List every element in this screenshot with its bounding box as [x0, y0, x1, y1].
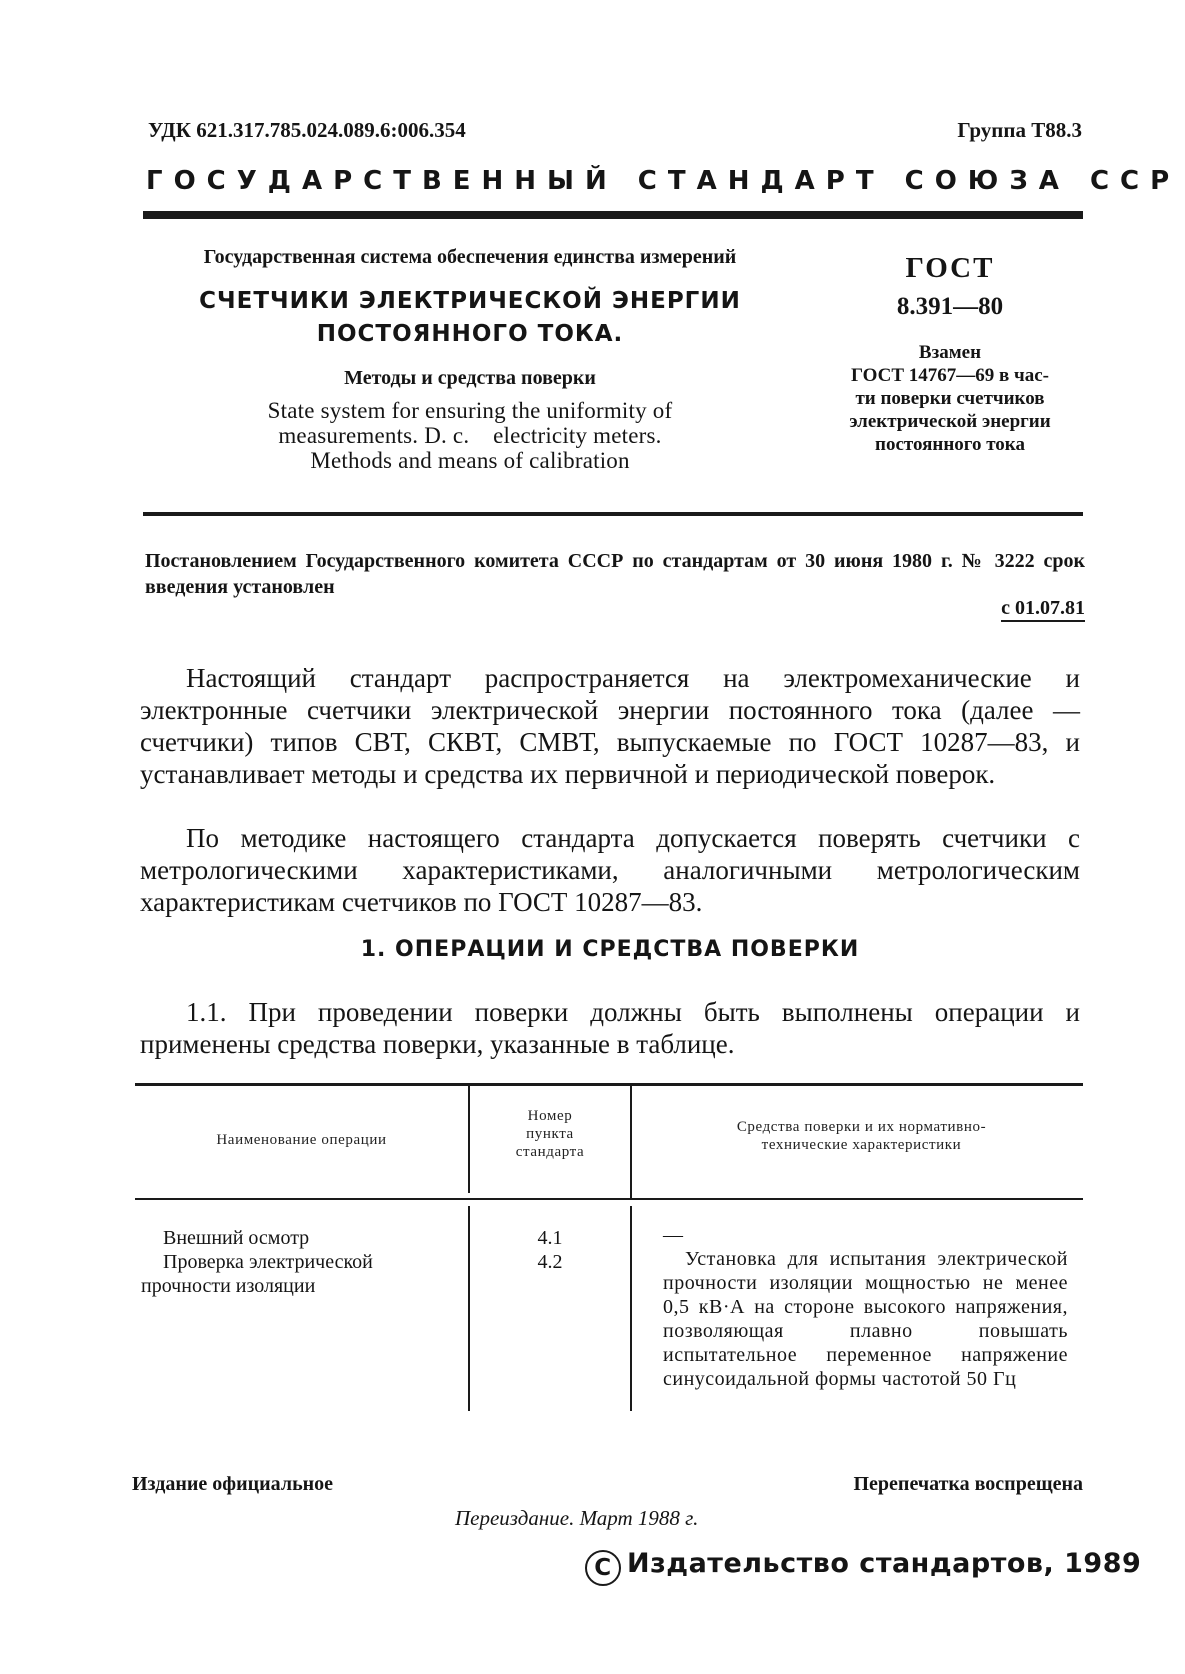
english-title-line: measurements. D. c. electricity meters.	[278, 423, 662, 448]
table-header-clause-line: стандарта	[515, 1144, 585, 1160]
replaces-line: электрической энергии	[849, 411, 1051, 432]
system-title: Государственная система обеспечения единства измерений	[203, 246, 737, 268]
resolution-text: Постановлением Государственного комитета СССР по стандартам от 30 июня 1980 г. № 3222 срок введения установлен	[145, 550, 1085, 598]
table-header-clause-line: пункта	[526, 1126, 574, 1142]
replaces-line: постоянного тока	[875, 434, 1025, 455]
footer-reissue: Переиздание. Март 1988 г.	[455, 1506, 699, 1530]
replaces-line: ГОСТ 14767—69 в час-	[850, 365, 1049, 386]
table-header-means	[640, 1118, 1083, 1154]
english-title-line: Methods and means of calibration	[310, 448, 630, 473]
table-header-means-line: Средства поверки и их нормативно-	[736, 1119, 987, 1135]
table-top-rule	[135, 1083, 1083, 1086]
table-cell-means: —	[663, 1224, 684, 1246]
table-header-clause-line: Номер	[527, 1108, 573, 1124]
column-divider	[630, 1206, 632, 1411]
document-title	[190, 285, 750, 351]
table-cell-means: Установка для испытания электрической прочности изоляции мощностью не менее 0,5 кВ·А на стороне высокого напряжения, позволяющая плавно повышать испытательное переменное напряжение синусоидальной формы частотой 50 Гц	[663, 1248, 1068, 1390]
copyright-icon: C	[585, 1550, 621, 1586]
table-cell-operation: Проверка электрической прочности изоляции	[141, 1251, 373, 1297]
column-divider	[630, 1083, 632, 1198]
english-title	[190, 398, 750, 473]
title-block	[190, 245, 750, 473]
replaces-line: Взамен	[918, 342, 982, 363]
gost-designation-block	[800, 252, 1100, 456]
footer-publisher	[585, 1548, 1141, 1586]
table-cell-clause: 4.2	[537, 1251, 563, 1273]
document-title-line: СЧЕТЧИКИ ЭЛЕКТРИЧЕСКОЙ ЭНЕРГИИ	[199, 288, 741, 314]
english-title-line: State system for ensuring the uniformity of	[267, 398, 673, 423]
table-header-operation: Наименование операции	[216, 1132, 387, 1148]
effective-date: с 01.07.81	[1001, 596, 1085, 622]
document-subtitle: Методы и средства поверки	[344, 367, 596, 389]
operations-table	[135, 1083, 1083, 1411]
table-header-clause	[470, 1107, 630, 1161]
paragraph-applicability: По методике настоящего стандарта допускается поверять счетчики с метрологическими характеристиками, аналогичными метрологическим характеристикам счетчиков по ГОСТ 10287—83.	[140, 823, 1080, 917]
middle-rule	[143, 512, 1083, 516]
table-header-rule	[135, 1198, 1083, 1200]
replaces-note	[800, 341, 1100, 456]
table-header-means-line: технические характеристики	[761, 1137, 962, 1153]
footer-reprint-notice: Перепечатка воспрещена	[853, 1473, 1083, 1495]
paragraph-scope: Настоящий стандарт распространяется на электромеханические и электронные счетчики электрической энергии постоянного тока (далее — счетчики) типов СВТ, СКВТ, СМВТ, выпускаемые по ГОСТ 10287—83, и устанавливает методы и средства их первичной и периодической поверок.	[140, 663, 1080, 789]
paragraph-1-1: 1.1. При проведении поверки должны быть выполнены операции и применены средства поверки, указанные в таблице.	[140, 997, 1080, 1059]
document-title-line: ПОСТОЯННОГО ТОКА.	[316, 321, 624, 347]
table-cell-clause: 4.1	[537, 1227, 563, 1249]
top-rule	[143, 211, 1083, 219]
table-column-means	[663, 1223, 1068, 1391]
publisher-name: Издательство стандартов, 1989	[627, 1548, 1142, 1579]
gost-number: 8.391—80	[896, 293, 1004, 320]
section-title: 1. ОПЕРАЦИИ И СРЕДСТВА ПОВЕРКИ	[360, 937, 860, 962]
table-column-operations	[141, 1226, 461, 1298]
table-column-clauses	[470, 1226, 630, 1274]
table-cell-operation: Внешний осмотр	[163, 1227, 310, 1249]
gost-label: ГОСТ	[905, 252, 995, 284]
state-standard-heading: ГОСУДАРСТВЕННЫЙ СТАНДАРТ СОЮЗА ССР	[146, 166, 1181, 196]
replaces-line: ти поверки счетчиков	[855, 388, 1045, 409]
udk-code: УДК 621.317.785.024.089.6:006.354	[148, 118, 466, 142]
footer-official-edition: Издание официальное	[132, 1473, 334, 1495]
group-code: Группа Т88.3	[957, 118, 1082, 142]
